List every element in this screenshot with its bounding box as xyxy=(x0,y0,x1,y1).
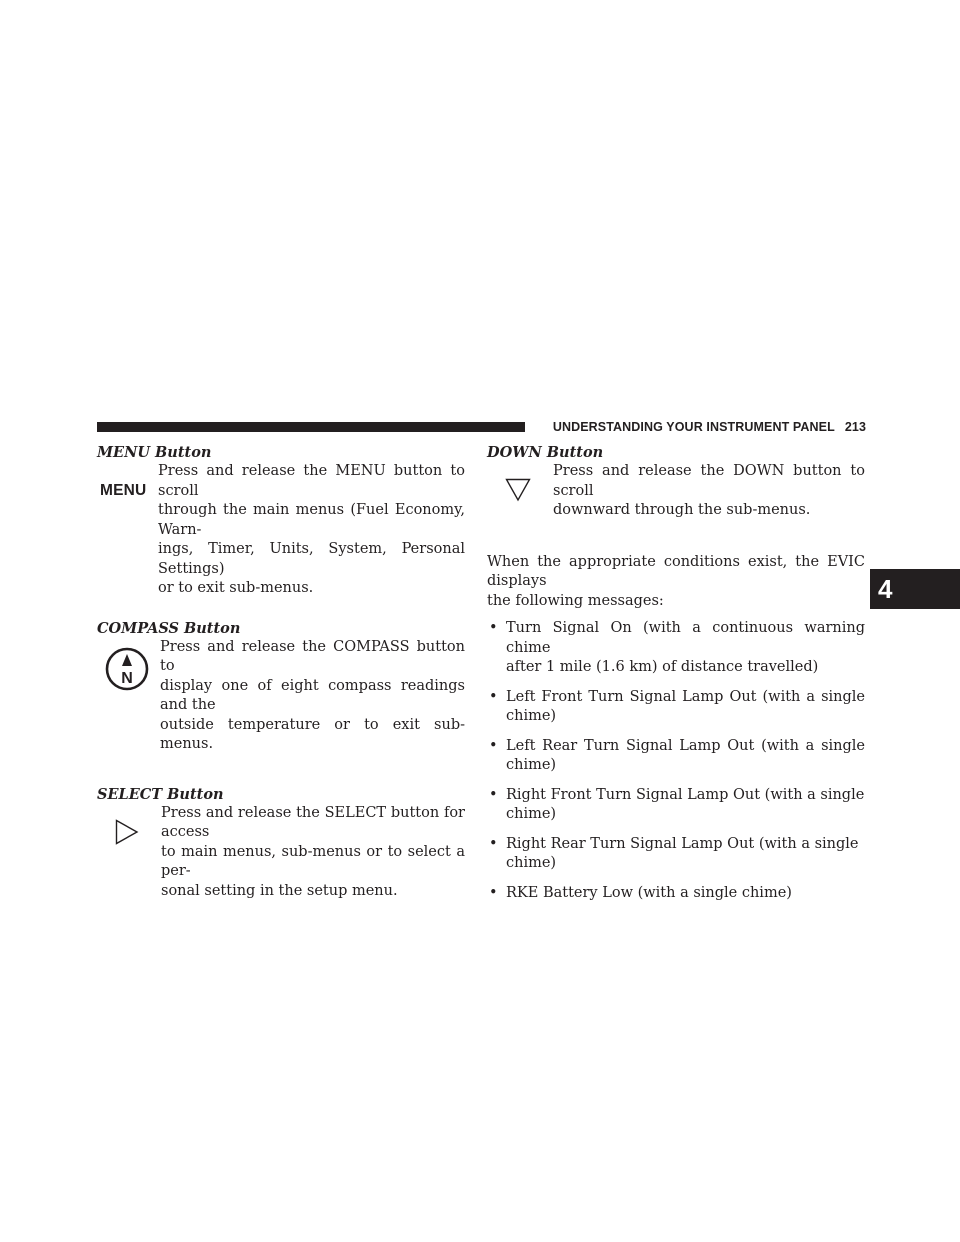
text-line: display one of eight compass readings and the xyxy=(160,677,465,713)
chapter-tab: 4 xyxy=(870,569,960,609)
text-line: or to exit sub-menus. xyxy=(158,580,314,596)
text-line: through the main menus (Fuel Economy, Warn- xyxy=(158,502,465,538)
text-line: downward through the sub-menus. xyxy=(553,502,811,518)
list-item xyxy=(487,884,865,904)
down-arrow-icon xyxy=(505,478,531,502)
compass-button-description xyxy=(160,638,465,755)
right-column xyxy=(487,443,865,903)
down-button-section xyxy=(487,443,865,521)
text-line: Left Rear Turn Signal Lamp Out (with a single chime) xyxy=(506,737,865,773)
list-item xyxy=(487,835,865,874)
menu-icon: MENU xyxy=(100,482,147,499)
left-column xyxy=(97,443,465,901)
menu-button-title: MENU Button xyxy=(97,444,212,461)
select-button-title: SELECT Button xyxy=(97,785,224,803)
text-line: to main menus, sub-menus or to select a per- xyxy=(161,843,465,879)
text-line: the following messages: xyxy=(487,592,664,609)
text-line: Press and release the MENU button to scroll xyxy=(158,463,465,499)
bullet: • xyxy=(489,688,498,705)
bullet: • xyxy=(489,835,498,852)
text-line: When the appropriate conditions exist, the EVIC displays xyxy=(487,553,865,589)
header-rule xyxy=(97,422,525,432)
compass-icon xyxy=(105,647,149,691)
list-item xyxy=(487,688,865,727)
text-line: outside temperature or to exit sub-menus. xyxy=(160,716,465,752)
list-item xyxy=(487,786,865,825)
text-line: Left Front Turn Signal Lamp Out (with a single chime) xyxy=(506,688,865,724)
text-line: chime) xyxy=(506,855,557,871)
messages-intro xyxy=(487,553,865,612)
select-button-description xyxy=(161,804,465,902)
select-button-section xyxy=(97,785,465,902)
page-header xyxy=(97,418,866,436)
compass-button-section xyxy=(97,619,465,755)
list-item xyxy=(487,737,865,776)
text-line: sonal setting in the setup menu. xyxy=(161,882,398,899)
compass-button-title: COMPASS Button xyxy=(97,619,241,637)
text-line: after 1 mile (1.6 km) of distance travelled) xyxy=(506,659,819,675)
down-button-title: DOWN Button xyxy=(487,444,604,461)
bullet: • xyxy=(489,884,498,901)
text-line: Turn Signal On (with a continuous warning chime xyxy=(506,620,865,656)
page-number: 213 xyxy=(844,420,866,434)
text-line: Right Rear Turn Signal Lamp Out (with a single xyxy=(506,835,859,852)
list-item xyxy=(487,619,865,678)
section-title: UNDERSTANDING YOUR INSTRUMENT PANEL xyxy=(552,420,835,434)
text-line: Press and release the SELECT button for access xyxy=(161,804,465,840)
text-line: ings, Timer, Units, System, Personal Settings) xyxy=(158,541,465,577)
header-text xyxy=(553,418,866,436)
text-line: Press and release the DOWN button to scroll xyxy=(553,463,865,499)
text-line: RKE Battery Low (with a single chime) xyxy=(506,884,792,901)
menu-button-section xyxy=(97,443,465,599)
select-arrow-icon xyxy=(115,819,139,845)
down-button-description xyxy=(553,462,865,521)
compass-north-label: N xyxy=(121,669,133,687)
bullet: • xyxy=(489,786,498,803)
text-line: Right Front Turn Signal Lamp Out (with a single xyxy=(506,786,865,803)
messages-list xyxy=(487,619,865,903)
bullet: • xyxy=(489,620,498,636)
menu-button-description xyxy=(158,462,465,599)
text-line: chime) xyxy=(506,806,557,822)
text-line: Press and release the COMPASS button to xyxy=(160,638,465,674)
bullet: • xyxy=(489,737,498,754)
